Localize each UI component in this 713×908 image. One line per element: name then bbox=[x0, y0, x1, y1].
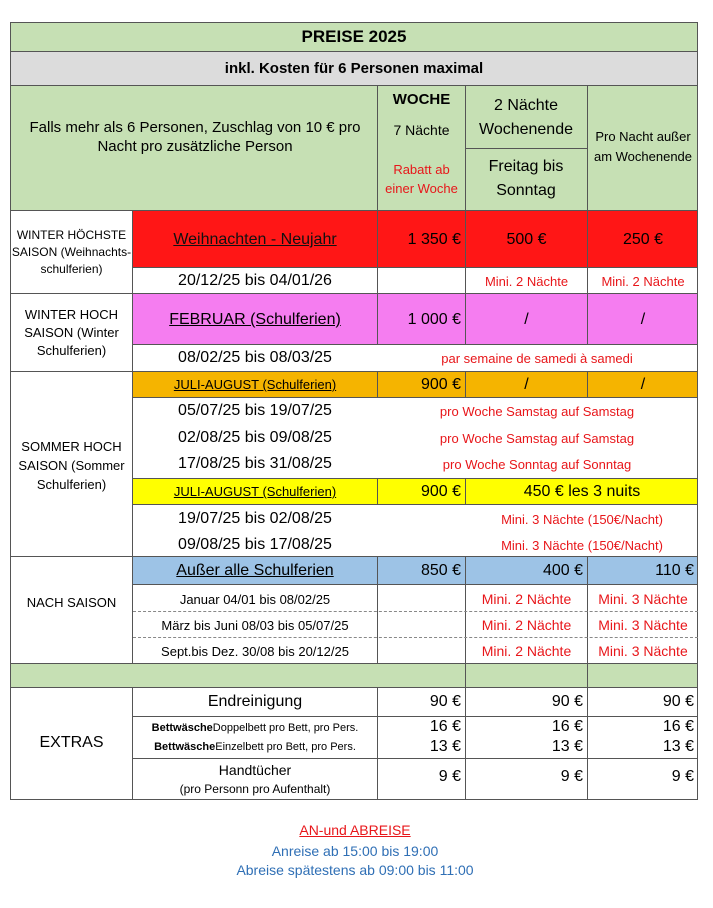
towels-label: Handtücher bbox=[218, 762, 292, 778]
off-season-label: NACH SAISON bbox=[26, 594, 117, 610]
header-woche-discount: Rabatt ab einer Woche bbox=[385, 162, 458, 196]
summer-weekend-price-1: / bbox=[524, 375, 529, 393]
summer-period-1: JULI-AUGUST (Schulferien) bbox=[173, 377, 337, 392]
winter-top-dates: 20/12/25 bis 04/01/26 bbox=[178, 272, 332, 289]
towels-night-price: 9 € bbox=[671, 768, 694, 785]
summer-note-1b: pro Woche Samstag auf Samstag bbox=[439, 430, 635, 446]
extras-label: EXTRAS bbox=[39, 734, 104, 751]
summer-note-2a: Mini. 3 Nächte (150€/Nacht) bbox=[501, 511, 663, 527]
header-woche-nights: 7 Nächte bbox=[393, 122, 450, 138]
winter-top-period: Weihnachten - Neujahr bbox=[173, 231, 337, 248]
off-season-dates-2: März bis Juni 08/03 bis 05/07/25 bbox=[161, 617, 349, 633]
off-season-weekend-min-2: Mini. 2 Nächte bbox=[481, 617, 572, 633]
double-bed-week-price: 16 € bbox=[429, 718, 461, 735]
header-per-night: Pro Nacht außer am Wochenende bbox=[593, 129, 693, 164]
summer-note-1a: pro Woche Samstag auf Samstag bbox=[439, 403, 635, 419]
page-subtitle: inkl. Kosten für 6 Personen maximal bbox=[10, 51, 698, 86]
summer-label: SOMMER HOCH SAISON (Sommer Schulferien) bbox=[18, 438, 125, 492]
summer-week-price-2: 900 € bbox=[420, 482, 461, 500]
winter-top-week-price: 1 350 € bbox=[407, 231, 461, 248]
winter-high-note: par semaine de samedi à samedi bbox=[441, 350, 633, 366]
winter-high-week-price: 1 000 € bbox=[407, 311, 461, 328]
off-season-week-price: 850 € bbox=[420, 562, 461, 579]
summer-week-price-1: 900 € bbox=[420, 375, 461, 393]
towels-week-price: 9 € bbox=[438, 768, 461, 785]
off-season-dates-3: Sept.bis Dez. 30/08 bis 20/12/25 bbox=[161, 643, 349, 659]
off-season-period: Außer alle Schulferien bbox=[176, 562, 334, 579]
winter-high-period: FEBRUAR (Schulferien) bbox=[169, 311, 341, 328]
off-season-weekend-price: 400 € bbox=[542, 562, 583, 579]
summer-note-1c: pro Woche Sonntag auf Sonntag bbox=[442, 456, 632, 472]
winter-high-weekend-price: / bbox=[524, 311, 529, 328]
winter-top-weekend-price: 500 € bbox=[506, 231, 547, 248]
winter-top-label: WINTER HÖCHSTE SAISON (Weihnachts-schulferien) bbox=[11, 227, 132, 276]
cleaning-night-price: 90 € bbox=[662, 693, 694, 710]
cleaning-label: Endreinigung bbox=[207, 693, 303, 710]
winter-high-label: WINTER HOCH SAISON (Winter Schulferien) bbox=[24, 307, 119, 358]
double-bed-label bbox=[133, 719, 377, 737]
off-season-night-min-2: Mini. 3 Nächte bbox=[598, 617, 688, 633]
single-bed-week-price: 13 € bbox=[429, 738, 461, 755]
double-bed-weekend-price: 16 € bbox=[551, 718, 583, 735]
summer-short-stay-price: 450 € les 3 nuits bbox=[523, 482, 641, 500]
summer-dates-1c: 17/08/25 bis 31/08/25 bbox=[178, 455, 332, 472]
arrival-departure-title: AN-und ABREISE bbox=[299, 822, 411, 838]
double-bed-night-price: 16 € bbox=[662, 718, 694, 735]
single-bed-label bbox=[133, 738, 377, 756]
winter-top-night-min: Mini. 2 Nächte bbox=[601, 273, 685, 289]
header-weekend: 2 Nächte Wochenende bbox=[479, 97, 573, 138]
header-weekend-days: Freitag bis Sonntag bbox=[488, 158, 564, 199]
off-season-weekend-min-3: Mini. 2 Nächte bbox=[481, 643, 572, 659]
summer-period-2: JULI-AUGUST (Schulferien) bbox=[173, 484, 337, 499]
cleaning-week-price: 90 € bbox=[429, 693, 461, 710]
double-bed-bold: Bettwäsche bbox=[151, 722, 213, 734]
winter-high-night-price: / bbox=[640, 311, 646, 328]
summer-dates-2a: 19/07/25 bis 02/08/25 bbox=[178, 510, 332, 527]
off-season-night-price: 110 € bbox=[655, 562, 694, 579]
page-title: PREISE 2025 bbox=[10, 22, 698, 52]
summer-dates-1a: 05/07/25 bis 19/07/25 bbox=[178, 402, 332, 419]
towels-sub-label: (pro Personn pro Aufenthalt) bbox=[179, 781, 331, 796]
summer-night-price-1: / bbox=[640, 375, 646, 393]
summer-note-2b: Mini. 3 Nächte (150€/Nacht) bbox=[501, 537, 663, 553]
single-bed-rest: Einzelbett pro Bett, pro Pers. bbox=[215, 741, 356, 753]
surcharge-note: Falls mehr als 6 Personen, Zuschlag von 10 € pro Nacht pro zusätzliche Person bbox=[29, 119, 361, 155]
summer-dates-1b: 02/08/25 bis 09/08/25 bbox=[178, 429, 332, 446]
double-bed-rest: Doppelbett pro Bett, pro Pers. bbox=[212, 722, 359, 734]
summer-dates-2b: 09/08/25 bis 17/08/25 bbox=[178, 536, 332, 553]
winter-high-dates: 08/02/25 bis 08/03/25 bbox=[178, 349, 332, 366]
winter-top-night-price: 250 € bbox=[622, 231, 664, 248]
single-bed-bold: Bettwäsche bbox=[154, 741, 216, 753]
separator-row bbox=[10, 663, 698, 688]
off-season-dates-1: Januar 04/01 bis 08/02/25 bbox=[179, 591, 331, 607]
towels-weekend-price: 9 € bbox=[560, 768, 583, 785]
header-woche: WOCHE bbox=[392, 90, 451, 108]
arrival-time: Anreise ab 15:00 bis 19:00 bbox=[271, 843, 439, 859]
winter-top-weekend-min: Mini. 2 Nächte bbox=[484, 273, 569, 289]
departure-time: Abreise spätestens ab 09:00 bis 11:00 bbox=[236, 862, 474, 878]
single-bed-weekend-price: 13 € bbox=[551, 738, 583, 755]
off-season-night-min-3: Mini. 3 Nächte bbox=[598, 643, 688, 659]
off-season-weekend-min-1: Mini. 2 Nächte bbox=[481, 591, 572, 607]
cleaning-weekend-price: 90 € bbox=[551, 693, 583, 710]
off-season-night-min-1: Mini. 3 Nächte bbox=[598, 591, 688, 607]
single-bed-night-price: 13 € bbox=[662, 738, 694, 755]
